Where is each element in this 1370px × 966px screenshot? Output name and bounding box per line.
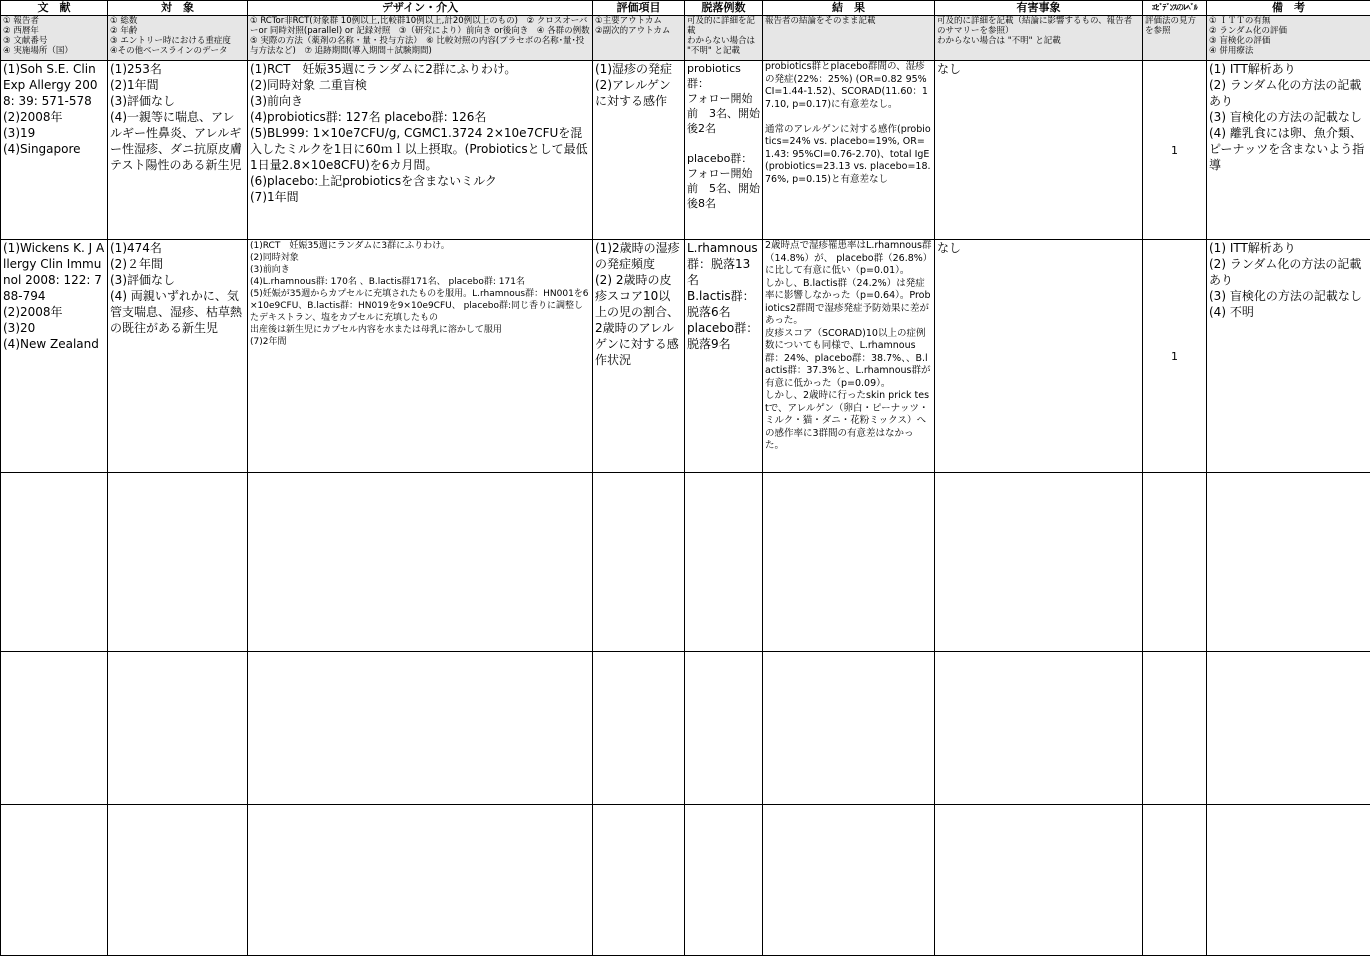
- table-row-empty: [1, 473, 1370, 652]
- cell-result: probiotics群とplacebo群間の、湿疹の発症(22%：25%) (OR=0.82 95%CI=1.44-1.52)、SCORAD(11.60：17.10, p=0.17)に有意差なし。 通常のアレルゲンに対する感作(probiotics=24% vs. placebo=19%, OR=1.43: 95%CI=0.76-2.70)、total IgE (probiotics=23.13 vs. placebo=18.76%, p=0.15)と有意差なし: [763, 61, 935, 240]
- cell-result: 2歳時点で湿疹罹患率はL.rhamnous群（14.8%）が、 placebo群（26.8%）に比して有意に低い（p=0.01）。 しかし、B.lactis群（24.2%）は発症率に影響しなかった（p=0.64）。Probiotics2群間で湿疹発症予防効果に差があった。 皮疹スコア（SCORAD)10以上の症例数についても同様で、L.rhamnous群：24%、placebo群：38.7%、、B.lactis群：37.3%と、L.rhamnous群が有意に低かった（p=0.09）。 しかし、2歳時に行ったskin prick testで、アレルゲン（卵白・ピーナッツ・ミルク・猫・ダニ・花粉ミックス）への感作率に3群間の有意差はなかった。: [763, 240, 935, 473]
- sub-header-evidence-level: 評価法の見方を参照: [1143, 16, 1207, 61]
- sub-header-row: [1, 16, 1370, 61]
- cell-evidence-level: 1: [1143, 61, 1207, 240]
- col-header-subject: 対 象: [108, 1, 248, 16]
- cell-reference: (1)Soh S.E. Clin Exp Allergy 2008: 39: 571-578 (2)2008年 (3)19 (4)Singapore: [1, 61, 108, 240]
- table-row-empty: [1, 652, 1370, 805]
- cell-adverse: なし: [935, 240, 1143, 473]
- sub-header-adverse: 可及的に詳細を記載（結論に影響するもの、報告者のサマリーを参照） わからない場合は "不明" と記載: [935, 16, 1143, 61]
- sub-header-result: 報告者の結論をそのまま記載: [763, 16, 935, 61]
- cell-adverse: なし: [935, 61, 1143, 240]
- table-row-empty: [1, 805, 1370, 956]
- sub-header-dropout: 可及的に詳細を記載 わからない場合は "不明" と記載: [685, 16, 763, 61]
- col-header-adverse: 有害事象: [935, 1, 1143, 16]
- sub-header-design: ① RCTor非RCT(対象群 10例以上,比較群10例以上,計20例以上のもの) ② クロスオーバーor 同時対照(parallel) or 記録対照 ③（研究により）前向き or後向き ④ 各群の例数 ⑤ 実際の方法（薬剤の名称・量・投与方法） ⑥ 比較対照の内容(プラセボの名称･量･投与方法など) ⑦ 追跡期間(導入期間＋試験期間): [248, 16, 593, 61]
- col-header-reference: 文 献: [1, 1, 108, 16]
- col-header-notes: 備 考: [1207, 1, 1370, 16]
- cell-dropout: probiotics群： フォロー開始前 3名、開始後2名 placebo群： フォロー開始前 5名、開始後8名: [685, 61, 763, 240]
- cell-dropout: L.rhamnous群：脱落13名 B.lactis群：脱落6名 placebo群：脱落9名: [685, 240, 763, 473]
- cell-reference: (1)Wickens K. J Allergy Clin Immunol 2008: 122: 788-794 (2)2008年 (3)20 (4)New Zealand: [1, 240, 108, 473]
- col-header-result: 結 果: [763, 1, 935, 16]
- cell-design: (1)RCT 妊娠35週にランダムに2群にふりわけ。 (2)同時対象 二重盲検 (3)前向き (4)probiotics群: 127名 placebo群: 126名 (5)BL999: 1×10e7CFU/g, CGMC1.3724 2×10e7CFUを混入したミルクを1日に60ｍｌ以上摂取。(Probioticsとして最低1日量2.8×10e8CFU)を6カ月間。 (6)placebo:上記probioticsを含まないミルク (7)1年間: [248, 61, 593, 240]
- cell-notes: (1) ITT解析あり (2) ランダム化の方法の記載あり (3) 盲検化の方法の記載なし (4) 離乳食には卵、魚介類、ピーナッツを含まないよう指導: [1207, 61, 1370, 240]
- table-row: [1, 61, 1370, 240]
- cell-notes: (1) ITT解析あり (2) ランダム化の方法の記載あり (3) 盲検化の方法の記載なし (4) 不明: [1207, 240, 1370, 473]
- header-row: [1, 1, 1370, 16]
- sub-header-reference: ① 報告者 ② 西暦年 ③ 文献番号 ④ 実施場所（国）: [1, 16, 108, 61]
- cell-outcome: (1)2歳時の湿疹の発症頻度 (2) 2歳時の皮疹スコア10以上の児の割合、2歳時のアレルゲンに対する感作状況: [593, 240, 685, 473]
- cell-design: (1)RCT 妊娠35週にランダムに3群にふりわけ。 (2)同時対象 (3)前向き (4)L.rhamnous群: 170名 、B.lactis群171名、 placebo群: 171名 (5)妊娠が35週からカプセルに充填されたものを服用。L.rhamnous群：HN001を6×10e9CFU、B.lactis群：HN019を9×10e9CFU、 placebo群:同じ香りに調整したデキストラン、塩をカプセルに充填したもの 出産後は新生児にカプセル内容を水または母乳に溶かして服用 (7)2年間: [248, 240, 593, 473]
- cell-subject: (1)474名 (2)２年間 (3)評価なし (4) 両親いずれかに、気管支喘息、湿疹、枯草熱の既往がある新生児: [108, 240, 248, 473]
- col-header-evidence-level: ｴﾋﾞﾃﾞﾝｽのﾚﾍﾞﾙ: [1143, 1, 1207, 16]
- sub-header-subject: ① 総数 ② 年齢 ③ エントリー時における重症度 ④その他ベースラインのデータ: [108, 16, 248, 61]
- sub-header-outcome: ①主要アウトカム ②副次的アウトカム: [593, 16, 685, 61]
- cell-subject: (1)253名 (2)1年間 (3)評価なし (4)一親等に喘息、アレルギー性鼻炎、アレルギー性湿疹、ダニ抗原皮膚テスト陽性のある新生児: [108, 61, 248, 240]
- cell-outcome: (1)湿疹の発症 (2)アレルゲンに対する感作: [593, 61, 685, 240]
- table-row: [1, 240, 1370, 473]
- cell-evidence-level: 1: [1143, 240, 1207, 473]
- sub-header-notes: ① ＩＴＴの有無 ② ランダム化の評価 ③ 盲検化の評価 ④ 併用療法: [1207, 16, 1370, 61]
- col-header-design: デザイン・介入: [248, 1, 593, 16]
- col-header-dropout: 脱落例数: [685, 1, 763, 16]
- col-header-outcome: 評価項目: [593, 1, 685, 16]
